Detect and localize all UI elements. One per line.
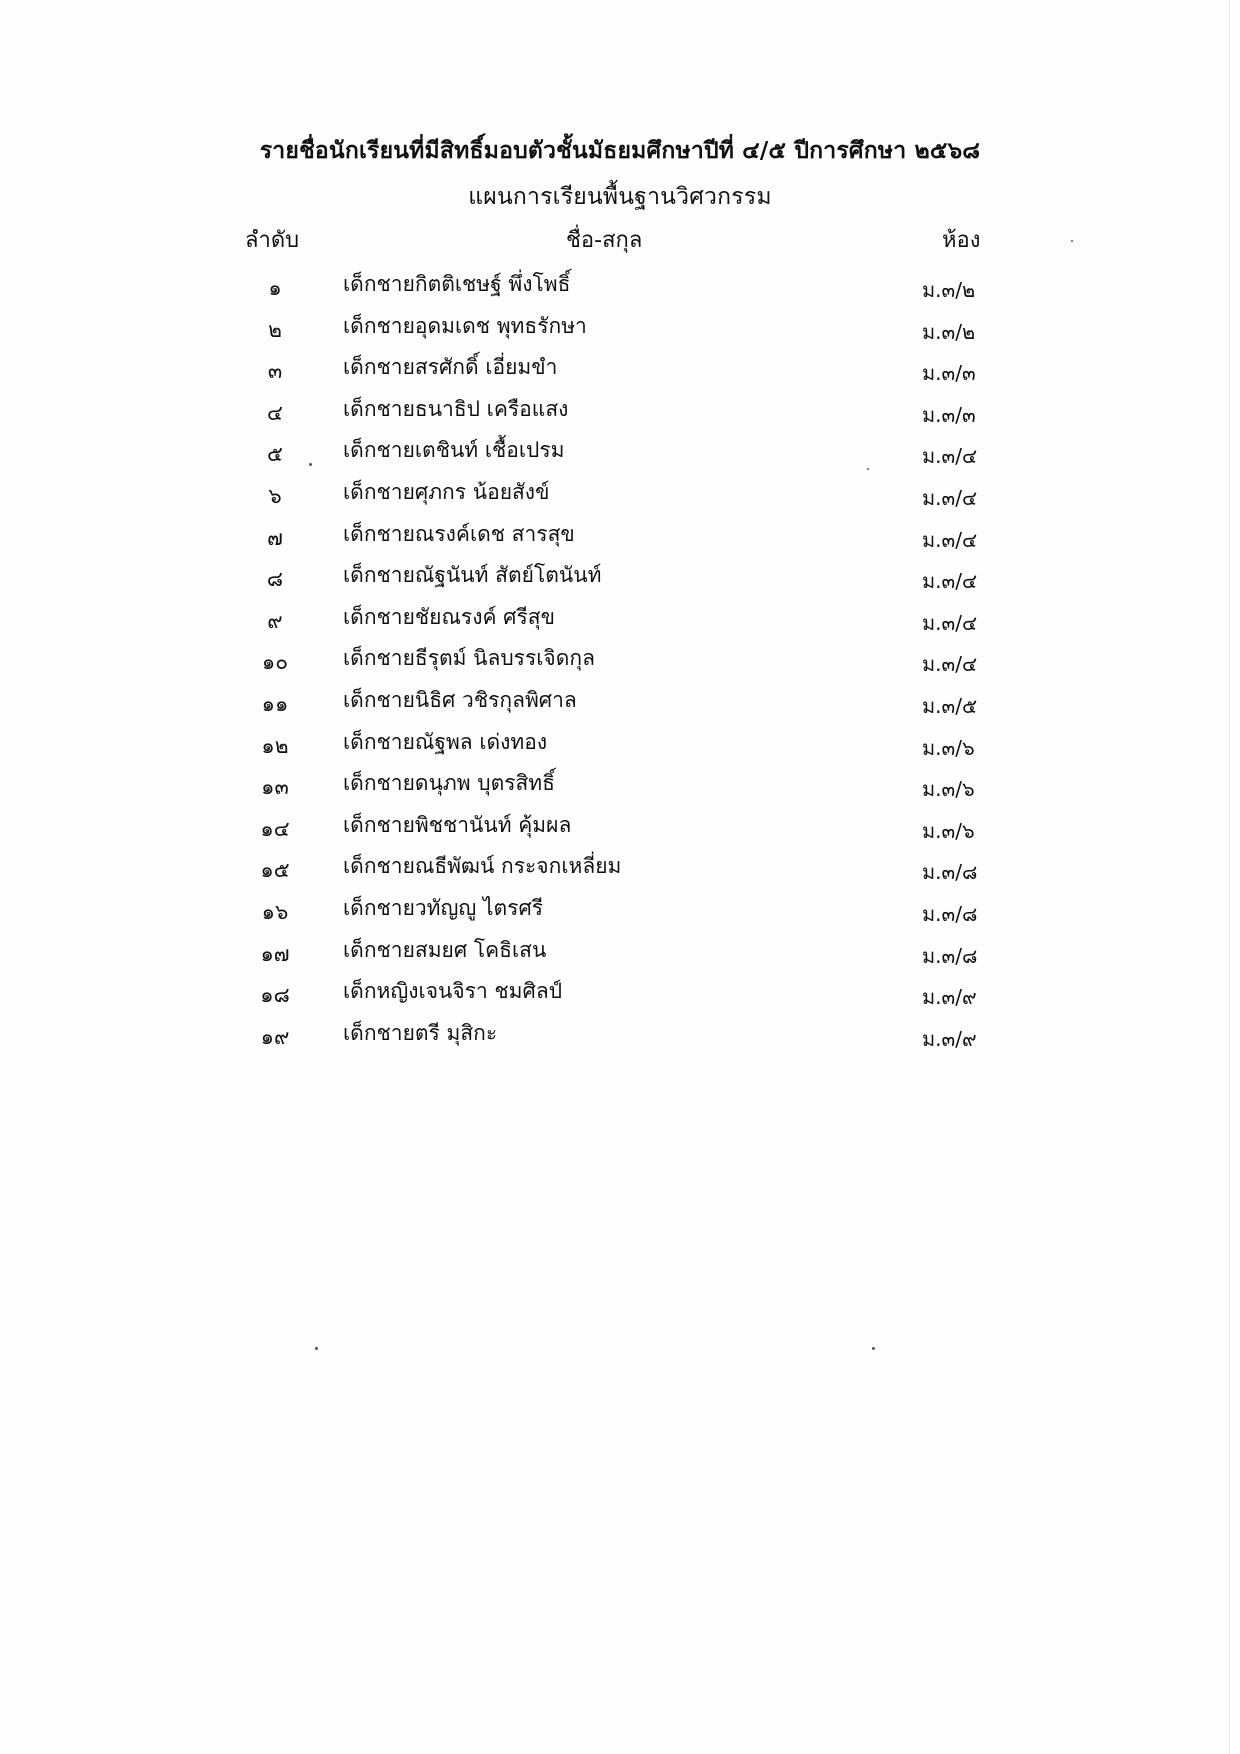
row-order-number: ๓ <box>267 359 283 384</box>
row-order-number: ๗ <box>267 525 283 550</box>
scan-speck <box>872 1347 875 1350</box>
row-order-number: ๙ <box>267 608 283 633</box>
row-order-number: ๑๗ <box>260 941 290 966</box>
row-order-number: ๑๓ <box>261 775 289 800</box>
row-room: ม.๓/๔ <box>922 485 978 510</box>
table-row <box>0 638 1240 680</box>
row-student-name: เด็กชายเตชินท์ เชื้อเปรม <box>343 438 565 463</box>
row-order-number: ๕ <box>267 442 283 467</box>
row-room: ม.๓/๔ <box>922 444 978 469</box>
table-row <box>0 389 1240 431</box>
table-row <box>0 430 1240 472</box>
row-order-number: ๑๕ <box>260 858 290 883</box>
row-room: ม.๓/๘ <box>922 860 978 885</box>
row-order-number: ๑๘ <box>260 983 290 1008</box>
table-row <box>0 763 1240 805</box>
table-row <box>0 971 1240 1013</box>
document-title: รายชื่อนักเรียนที่มีสิทธิ์มอบตัวชั้นมัธยมศึกษาปีที่ ๔/๕ ปีการศึกษา ๒๕๖๘ <box>259 138 981 164</box>
row-student-name: เด็กชายอุดมเดช พุทธรักษา <box>343 313 587 338</box>
row-student-name: เด็กชายธนาธิป เครือแสง <box>343 396 569 421</box>
row-room: ม.๓/๘ <box>922 901 978 926</box>
row-student-name: เด็กชายวทัญญู ไตรศรี <box>343 895 544 920</box>
row-student-name: เด็กชายดนุภพ บุตรสิทธิ์ <box>343 771 555 796</box>
table-row <box>0 306 1240 348</box>
table-row <box>0 555 1240 597</box>
row-room: ม.๓/๖ <box>922 818 975 843</box>
row-order-number: ๖ <box>268 483 282 508</box>
scan-speck <box>315 1347 318 1350</box>
row-order-number: ๒ <box>268 317 282 342</box>
row-room: ม.๓/๓ <box>922 402 976 427</box>
table-row <box>0 347 1240 389</box>
row-order-number: ๑ <box>268 276 282 300</box>
row-room: ม.๓/๔ <box>922 652 978 677</box>
row-student-name: เด็กชายพิชชานันท์ คุ้มผล <box>343 812 572 837</box>
row-student-name: เด็กชายศุภกร น้อยสังข์ <box>343 479 550 504</box>
table-row <box>0 472 1240 514</box>
row-order-number: ๑๖ <box>261 899 289 924</box>
row-student-name: เด็กชายธีรุตม์ นิลบรรเจิดกุล <box>343 646 595 671</box>
row-order-number: ๑๒ <box>261 733 289 758</box>
row-student-name: เด็กชายนิธิศ วชิรกุลพิศาล <box>343 687 577 712</box>
row-room: ม.๓/๔ <box>922 569 978 594</box>
table-row <box>0 888 1240 930</box>
row-order-number: ๑๙ <box>260 1024 290 1049</box>
scan-speck <box>309 463 312 466</box>
row-student-name: เด็กชายณธีพัฒน์ กระจกเหลี่ยม <box>343 854 622 879</box>
row-order-number: ๔ <box>267 400 283 425</box>
student-list <box>0 264 1240 1054</box>
table-row <box>0 514 1240 556</box>
row-room: ม.๓/๓ <box>922 361 976 386</box>
row-student-name: เด็กชายกิตติเชษฐ์ พึ่งโพธิ์ <box>343 272 571 296</box>
row-order-number: ๑๑ <box>261 691 289 716</box>
table-row <box>0 930 1240 972</box>
row-order-number: ๑๐ <box>261 650 289 675</box>
row-order-number: ๘ <box>266 567 284 592</box>
row-room: ม.๓/๙ <box>922 985 977 1010</box>
row-room: ม.๓/๒ <box>922 278 976 302</box>
row-student-name: เด็กชายสมยศ โคธิเสน <box>343 937 547 962</box>
row-room: ม.๓/๔ <box>922 610 978 635</box>
table-row <box>0 1013 1240 1055</box>
row-student-name: เด็กชายณัฐนันท์ สัตย์โตนันท์ <box>343 563 602 588</box>
row-room: ม.๓/๒ <box>922 319 976 344</box>
table-header <box>0 222 1240 258</box>
table-row <box>0 597 1240 639</box>
table-row <box>0 680 1240 722</box>
row-room: ม.๓/๖ <box>922 777 975 802</box>
scan-speck <box>1071 240 1073 242</box>
header-room: ห้อง <box>942 228 981 253</box>
row-student-name: เด็กชายตรี มุสิกะ <box>343 1020 498 1045</box>
row-student-name: เด็กชายณัฐพล เด่งทอง <box>343 729 548 754</box>
table-row <box>0 805 1240 847</box>
table-row <box>0 722 1240 764</box>
document-subtitle: แผนการเรียนพื้นฐานวิศวกรรม <box>468 184 772 210</box>
row-student-name: เด็กชายสรศักดิ์ เอี่ยมขำ <box>343 355 558 380</box>
row-room: ม.๓/๔ <box>922 527 978 552</box>
scan-speck <box>867 468 869 470</box>
row-room: ม.๓/๕ <box>922 693 978 718</box>
row-order-number: ๑๔ <box>260 816 290 841</box>
row-student-name: เด็กชายณรงค์เดช สารสุข <box>343 521 575 546</box>
header-order: ลำดับ <box>245 228 300 253</box>
header-name: ชื่อ-สกุล <box>566 228 643 253</box>
table-row <box>0 264 1240 306</box>
row-student-name: เด็กชายชัยณรงค์ ศรีสุข <box>343 604 555 629</box>
row-room: ม.๓/๘ <box>922 943 978 968</box>
table-row <box>0 846 1240 888</box>
row-room: ม.๓/๙ <box>922 1026 977 1051</box>
row-room: ม.๓/๖ <box>922 735 975 760</box>
row-student-name: เด็กหญิงเจนจิรา ชมศิลป์ <box>343 979 563 1004</box>
